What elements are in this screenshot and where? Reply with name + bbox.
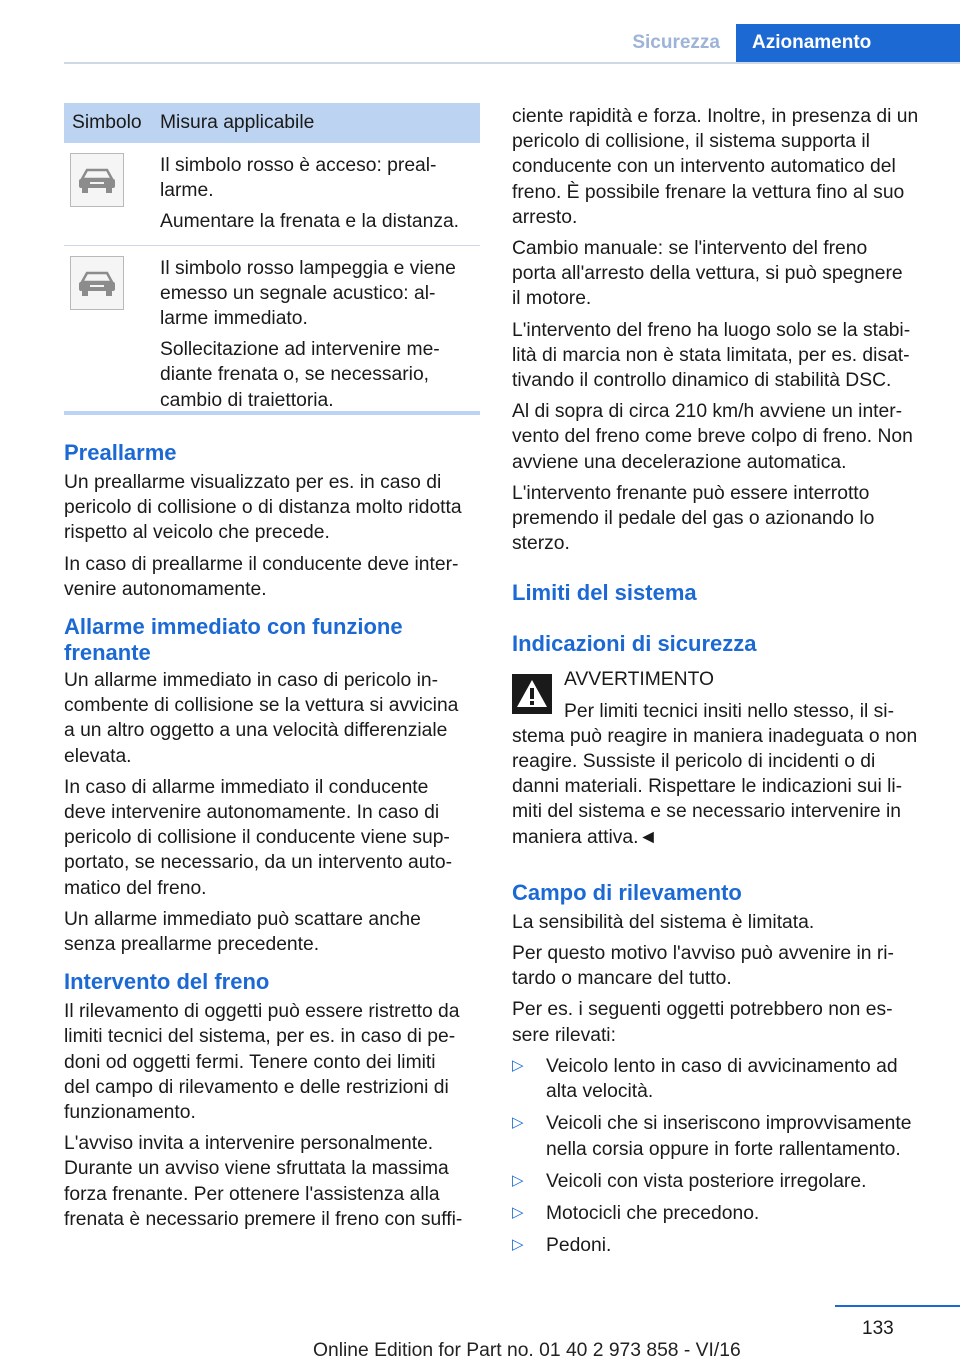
warning-label: AVVERTIMENTO (564, 669, 714, 691)
list-item (512, 1233, 926, 1258)
body-text: a un altro oggetto a una velocità differenziale (64, 720, 448, 742)
body-text: del campo di rilevamento e delle restrizioni di (64, 1076, 449, 1098)
section-title-limiti: Limiti del sistema (512, 580, 697, 606)
body-text: venire autonomamente. (64, 578, 267, 600)
table-text: cambio di traiettoria. (160, 389, 334, 411)
table-row (64, 245, 480, 423)
body-text: sere rilevati: (512, 1024, 616, 1046)
table-header-symbol: Simbolo (64, 103, 152, 143)
table-text: diante frenata o, se necessario, (160, 364, 430, 386)
list-item (512, 1169, 926, 1194)
warning-text: miti del sistema e se necessario intervenire in (512, 801, 902, 823)
body-text: conducente con un intervento automatico del (512, 156, 896, 178)
body-text: Per es. i seguenti oggetti potrebbero non es- (512, 999, 893, 1021)
body-text: pericolo di collisione il conducente viene sup- (64, 827, 450, 849)
body-text: sterzo. (512, 533, 570, 555)
warning-text: stema può reagire in maniera inadeguata o non (512, 725, 918, 747)
body-text: porta all'arresto della vettura, si può spegnere (512, 263, 903, 285)
body-text: Per questo motivo l'avviso può avvenire in ri- (512, 943, 894, 965)
body-text: Al di sopra di circa 210 km/h avviene un inter- (512, 401, 903, 423)
body-text: limiti tecnici del sistema, per es. in caso di pe- (64, 1026, 456, 1048)
body-text: vento del freno come breve colpo di freno. Non (512, 426, 913, 448)
bullet-icon: ▷ (512, 1056, 524, 1074)
list-item-text: Veicoli che si inseriscono improvvisamente (546, 1113, 912, 1135)
left-column (64, 440, 480, 1232)
body-text: freno. È possibile frenare la vettura fino al suo (512, 181, 905, 203)
body-text: In caso di preallarme il conducente deve inter- (64, 553, 459, 575)
car-front-icon (70, 256, 124, 310)
warning-text: reagire. Sussiste il pericolo di incidenti o di (512, 751, 876, 773)
section-title-allarme: frenante (64, 640, 151, 666)
warning-text: danni materiali. Rispettare le indicazioni sui li- (512, 776, 903, 798)
body-text: L'avviso invita a intervenire personalmente. (64, 1133, 434, 1155)
header-chapter-tab[interactable]: Azionamento (736, 24, 960, 62)
section-title-preallarme: Preallarme (64, 440, 177, 465)
body-text: forza frenante. Per ottenere l'assistenza alla (64, 1183, 440, 1205)
body-text: Durante un avviso viene sfruttata la massima (64, 1158, 449, 1180)
list-item-text: Veicoli con vista posteriore irregolare. (546, 1170, 867, 1192)
body-text: avviene una decelerazione automatica. (512, 451, 847, 473)
section-title-indicazioni: Indicazioni di sicurezza (512, 631, 757, 657)
body-text: frenata è necessario premere il freno con suffi- (64, 1208, 463, 1230)
body-text: senza preallarme precedente. (64, 934, 320, 956)
edition-note: Online Edition for Part no. 01 40 2 973 858 - VI/16 (313, 1340, 741, 1361)
body-text: pericolo di collisione, il sistema supporta il (512, 131, 870, 153)
footer-rule (835, 1305, 960, 1307)
body-text: matico del freno. (64, 877, 207, 899)
table-text: Aumentare la frenata e la distanza. (160, 211, 460, 233)
symbol-table (64, 103, 480, 423)
table-header-measure: Misura applicabile (152, 103, 480, 143)
bullet-icon: ▷ (512, 1171, 524, 1189)
body-text: rispetto al veicolo che precede. (64, 522, 330, 544)
page-number: 133 (862, 1318, 894, 1339)
table-text: emesso un segnale acustico: al- (160, 282, 436, 304)
warning-triangle-icon (512, 674, 552, 719)
body-text: ciente rapidità e forza. Inoltre, in presenza di un (512, 106, 919, 127)
body-text: lità di marcia non è stata limitata, per es. disat- (512, 344, 910, 366)
body-text: combente di collisione se la vettura si avvicina (64, 695, 459, 717)
list-item-text: Pedoni. (546, 1235, 612, 1257)
body-text: il motore. (512, 288, 592, 310)
body-text: Un preallarme visualizzato per es. in caso di (64, 472, 442, 493)
body-text: L'intervento del freno ha luogo solo se la stabi- (512, 319, 911, 341)
body-text: elevata. (64, 745, 132, 767)
warning-text: Per limiti tecnici insiti nello stesso, il si- (564, 700, 895, 722)
bullet-icon: ▷ (512, 1236, 524, 1254)
body-text: portato, se necessario, da un intervento auto- (64, 852, 453, 874)
table-end-rule (64, 411, 480, 415)
body-text: funzionamento. (64, 1102, 196, 1124)
section-title-allarme: Allarme immediato con funzione (64, 614, 403, 640)
bullet-list (512, 1054, 926, 1258)
body-text: premendo il pedale del gas o azionando lo (512, 508, 875, 530)
body-text: La sensibilità del sistema è limitata. (512, 911, 815, 933)
table-text: Sollecitazione ad intervenire me- (160, 339, 440, 361)
body-text: deve intervenire autonomamente. In caso di (64, 802, 440, 824)
bullet-icon: ▷ (512, 1203, 524, 1221)
warning-text: maniera attiva.◄ (512, 826, 658, 848)
body-text: tardo o mancare del tutto. (512, 968, 732, 990)
header-section-tab[interactable]: Sicurezza (632, 32, 720, 53)
bullet-icon: ▷ (512, 1114, 524, 1132)
body-text: L'intervento frenante può essere interrotto (512, 482, 870, 504)
body-text: Cambio manuale: se l'intervento del freno (512, 238, 868, 260)
header-rule (64, 62, 960, 64)
body-text: Un allarme immediato in caso di pericolo in- (64, 670, 438, 692)
body-text: doni od oggetti fermi. Tenere conto dei limiti (64, 1051, 436, 1073)
table-row (64, 143, 480, 245)
table-text: larme immediato. (160, 308, 308, 330)
body-text: Il rilevamento di oggetti può essere ristretto da (64, 1001, 460, 1023)
body-text: arresto. (512, 206, 578, 228)
list-item-text: nella corsia oppure in forte rallentamento. (546, 1138, 901, 1160)
body-text: In caso di allarme immediato il conducente (64, 776, 429, 798)
list-item-text: Motocicli che precedono. (546, 1202, 760, 1224)
body-text: Un allarme immediato può scattare anche (64, 908, 421, 930)
table-text: Il simbolo rosso è acceso: preal- (160, 155, 437, 176)
section-title-campo: Campo di rilevamento (512, 879, 742, 905)
list-item (512, 1201, 926, 1226)
list-item-text: Veicolo lento in caso di avvicinamento ad (546, 1055, 898, 1077)
list-item (512, 1111, 926, 1161)
list-item (512, 1054, 926, 1104)
table-text: Il simbolo rosso lampeggia e viene (160, 257, 456, 279)
right-column (512, 104, 926, 1258)
body-text: pericolo di collisione o di distanza molto ridotta (64, 497, 462, 519)
table-text: larme. (160, 180, 214, 202)
section-title-freno: Intervento del freno (64, 969, 270, 995)
body-text: tivando il controllo dinamico di stabilità DSC. (512, 370, 892, 392)
list-item-text: alta velocità. (546, 1081, 654, 1103)
car-front-icon (70, 153, 124, 207)
